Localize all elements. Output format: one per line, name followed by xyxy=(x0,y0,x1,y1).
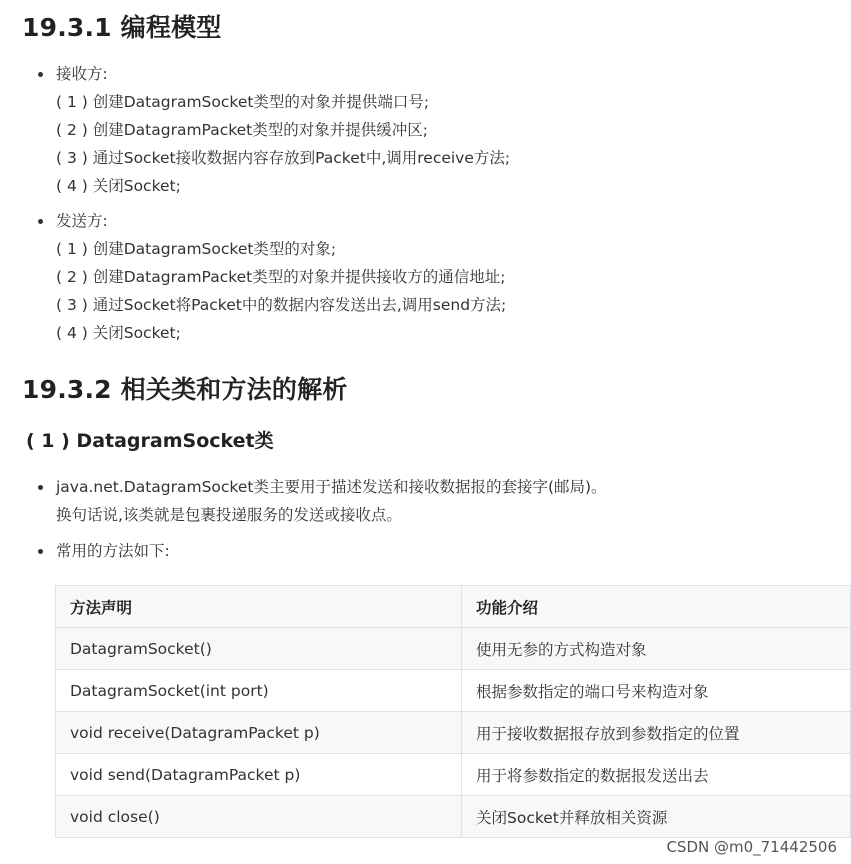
description-line: 换句话说,该类就是包裹投递服务的发送或接收点。 xyxy=(56,506,402,524)
description-cell: 关闭Socket并释放相关资源 xyxy=(462,796,851,838)
subsection-title-datagramsocket: ( 1 ) DatagramSocket类 xyxy=(26,430,274,452)
column-header-description: 功能介绍 xyxy=(462,586,851,628)
table-header-row xyxy=(56,586,851,628)
sender-step: ( 2 ) 创建DatagramPacket类型的对象并提供接收方的通信地址; xyxy=(56,268,506,286)
sender-step: ( 4 ) 关闭Socket; xyxy=(56,324,181,342)
table-row xyxy=(56,754,851,796)
receiver-step: ( 1 ) 创建DatagramSocket类型的对象并提供端口号; xyxy=(56,93,430,111)
table-row xyxy=(56,712,851,754)
method-cell: DatagramSocket(int port) xyxy=(56,670,462,712)
method-cell: void receive(DatagramPacket p) xyxy=(56,712,462,754)
receiver-step: ( 4 ) 关闭Socket; xyxy=(56,177,181,195)
table-row xyxy=(56,670,851,712)
description-cell: 用于接收数据报存放到参数指定的位置 xyxy=(462,712,851,754)
methods-table xyxy=(55,585,851,838)
sender-block xyxy=(38,207,506,347)
receiver-step: ( 3 ) 通过Socket接收数据内容存放到Packet中,调用receive方法; xyxy=(56,149,511,167)
sender-step: ( 3 ) 通过Socket将Packet中的数据内容发送出去,调用send方法; xyxy=(56,296,507,314)
table-row xyxy=(56,796,851,838)
method-cell: void send(DatagramPacket p) xyxy=(56,754,462,796)
receiver-step: ( 2 ) 创建DatagramPacket类型的对象并提供缓冲区; xyxy=(56,121,428,139)
methods-intro: 常用的方法如下: xyxy=(38,537,170,565)
sender-step: ( 1 ) 创建DatagramSocket类型的对象; xyxy=(56,240,337,258)
section-title-programming-model: 19.3.1 编程模型 xyxy=(22,13,222,42)
column-header-method: 方法声明 xyxy=(56,586,462,628)
method-cell: DatagramSocket() xyxy=(56,628,462,670)
description-cell: 使用无参的方式构造对象 xyxy=(462,628,851,670)
description-line: java.net.DatagramSocket类主要用于描述发送和接收数据报的套接字(邮局)。 xyxy=(38,473,607,501)
method-cell: void close() xyxy=(56,796,462,838)
methods-intro-block xyxy=(38,537,170,565)
receiver-block xyxy=(38,60,510,200)
sender-label: 发送方: xyxy=(38,207,506,235)
description-block xyxy=(38,473,607,529)
table-row xyxy=(56,628,851,670)
section-title-class-analysis: 19.3.2 相关类和方法的解析 xyxy=(22,375,348,404)
description-cell: 根据参数指定的端口号来构造对象 xyxy=(462,670,851,712)
receiver-label: 接收方: xyxy=(38,60,510,88)
description-cell: 用于将参数指定的数据报发送出去 xyxy=(462,754,851,796)
csdn-watermark: CSDN @m0_71442506 xyxy=(666,838,837,856)
